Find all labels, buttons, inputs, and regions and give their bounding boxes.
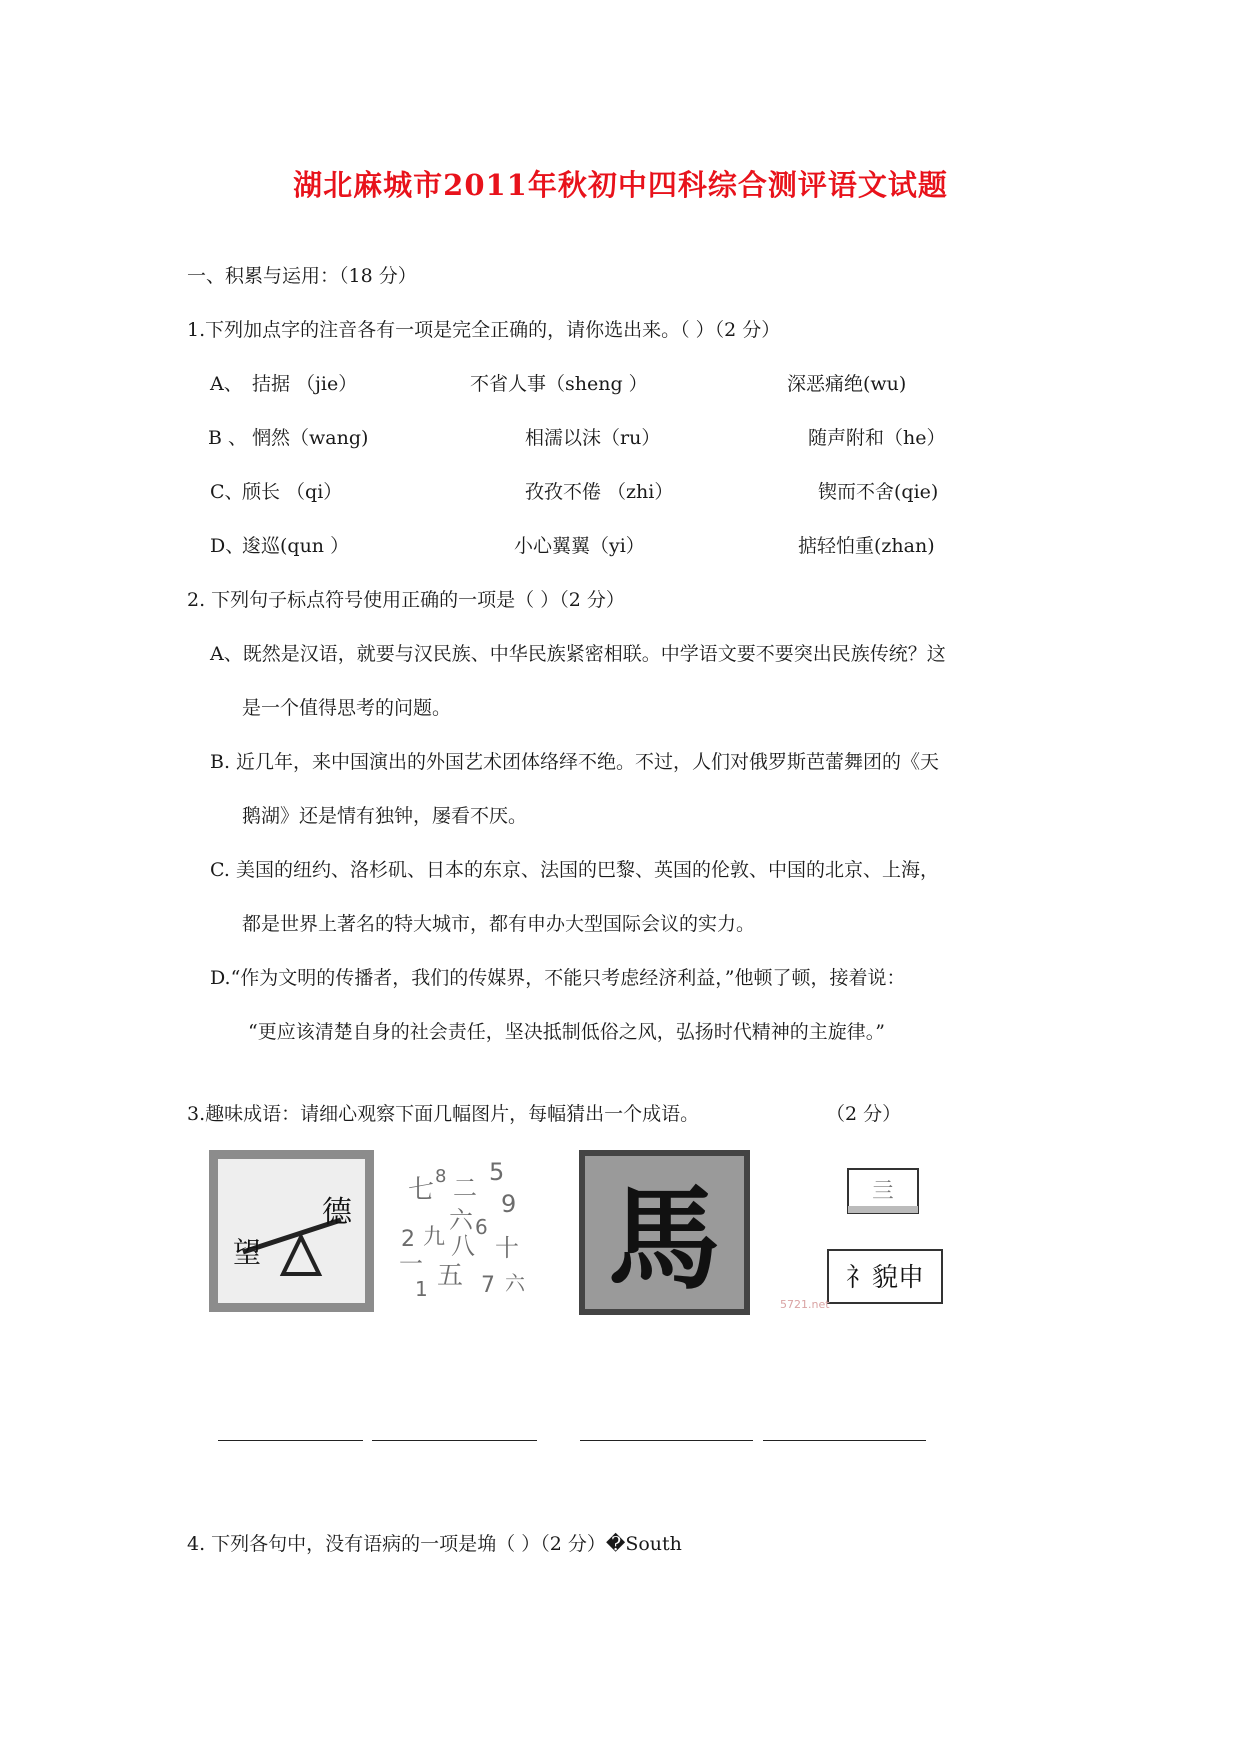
digit-mark: 7 <box>481 1273 495 1298</box>
digit-mark: 六 <box>505 1271 525 1295</box>
digit-mark: 五 <box>437 1261 464 1291</box>
q1-option-a-item-3: 深恶痛绝(wu) <box>787 373 907 395</box>
puzzle-picture-1 <box>209 1150 374 1312</box>
q1-option-b-item-2: 相濡以沫（ru） <box>525 427 661 449</box>
puzzle-picture-4 <box>780 1150 950 1312</box>
digit-mark: 9 <box>501 1190 517 1218</box>
q2-option-d-line-1: D.“作为文明的传播者，我们的传媒界，不能只考虑经济利益，”他顿了顿，接着说： <box>210 967 906 989</box>
digit-mark: 5 <box>489 1158 505 1186</box>
horse-character-illustration <box>579 1150 750 1315</box>
q1-option-c-item-3: 锲而不舍(qie) <box>818 481 939 503</box>
answer-blank-2[interactable] <box>372 1440 537 1441</box>
answer-blank-1[interactable] <box>218 1440 363 1441</box>
scattered-digits-illustration <box>393 1150 548 1312</box>
q1-option-b-item-3: 随声附和（he） <box>808 427 946 449</box>
question-3-stem: 3.趣味成语：请细心观察下面几幅图片，每幅猜出一个成语。 <box>187 1103 700 1125</box>
q1-option-c-item-2: 孜孜不倦 （zhi） <box>525 481 674 503</box>
question-4-stem: 4. 下列各句中，没有语病的一项是埆（ ）（2 分）�South <box>187 1533 682 1555</box>
q2-option-b-line-2: 鹅湖》还是情有独钟，屡看不厌。 <box>242 805 528 827</box>
seesaw-illustration <box>209 1150 374 1312</box>
q1-option-a-label: A、 <box>210 373 243 395</box>
q1-option-b-item-1: 惘然（wang) <box>252 427 369 449</box>
digit-mark: 6 <box>475 1215 488 1239</box>
q1-option-d-item-2: 小心翼翼（yi） <box>514 535 645 557</box>
puzzle-1-bottom-char: 望 <box>233 1236 262 1269</box>
puzzle-1-top-char: 德 <box>322 1195 352 1230</box>
q1-option-c-label: C、 <box>210 481 244 503</box>
question-3-score: （2 分） <box>826 1103 902 1125</box>
puzzle-picture-2 <box>393 1150 548 1312</box>
answer-blank-3[interactable] <box>580 1440 753 1441</box>
digit-mark: 1 <box>415 1277 428 1301</box>
q2-option-a-line-2: 是一个值得思考的问题。 <box>242 697 452 719</box>
q2-option-c-line-1: C. 美国的纽约、洛杉矶、日本的东京、法国的巴黎、英国的伦敦、中国的北京、上海， <box>210 859 939 881</box>
q1-option-d-item-1: 逡巡(qun ） <box>242 535 350 557</box>
q1-option-b-label: B 、 <box>208 427 248 449</box>
question-2-stem: 2. 下列句子标点符号使用正确的一项是（ ）（2 分） <box>187 589 625 611</box>
q1-option-c-item-1: 颀长 （qi） <box>242 481 343 503</box>
q1-option-a-item-2: 不省人事（sheng ） <box>470 373 648 395</box>
boxed-text-illustration <box>780 1150 950 1312</box>
q2-option-c-line-2: 都是世界上著名的特大城市，都有申办大型国际会议的实力。 <box>242 913 756 935</box>
digit-mark: 8 <box>435 1166 447 1187</box>
q2-option-a-line-1: A、既然是汉语，就要与汉民族、中华民族紧密相联。中学语文要不要突出民族传统？这 <box>210 643 946 665</box>
digit-mark: 一 <box>399 1250 423 1278</box>
digit-mark: 七 <box>408 1175 435 1205</box>
question-1-stem: 1.下列加点字的注音各有一项是完全正确的，请你选出来。（ ）（2 分） <box>187 319 781 341</box>
answer-blank-4[interactable] <box>763 1440 926 1441</box>
page-title: 湖北麻城市2011年秋初中四科综合测评语文试题 <box>293 168 948 202</box>
digit-mark: 2 <box>401 1227 415 1252</box>
puzzle-3-char: 馬 <box>608 1175 720 1305</box>
q1-option-a-item-1: 拮据 （jie） <box>252 373 358 395</box>
puzzle-4-box-text: 亖 <box>871 1179 895 1204</box>
q2-option-b-line-1: B. 近几年，来中国演出的外国艺术团体络绎不绝。不过，人们对俄罗斯芭蕾舞团的《天 <box>210 751 940 773</box>
digit-mark: 十 <box>495 1234 519 1262</box>
q1-option-d-label: D、 <box>210 535 245 557</box>
digit-mark: 八 <box>451 1232 475 1260</box>
section-heading: 一、积累与运用：（18 分） <box>187 265 417 287</box>
digit-mark: 二 <box>453 1174 477 1202</box>
q1-option-d-item-3: 掂轻怕重(zhan) <box>798 535 935 557</box>
digit-mark: 九 <box>423 1225 446 1250</box>
puzzle-4-word: 礻貌申 <box>845 1263 925 1293</box>
q2-option-d-line-2: “更应该清楚自身的社会责任，坚决抵制低俗之风，弘扬时代精神的主旋律。” <box>248 1021 885 1043</box>
puzzle-picture-3 <box>579 1150 750 1315</box>
watermark: 5721.net <box>780 1298 830 1311</box>
digit-mark: 六 <box>449 1206 473 1234</box>
